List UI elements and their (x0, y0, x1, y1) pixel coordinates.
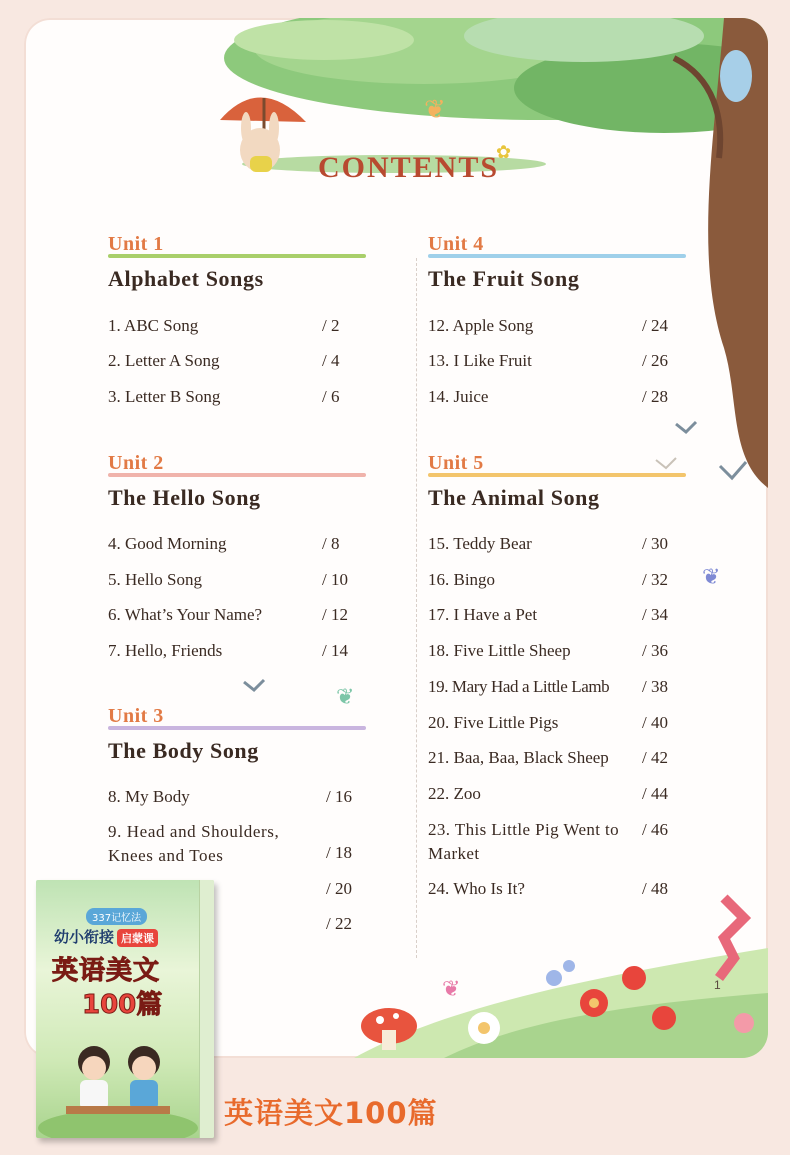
entry-title: 15. Teddy Bear (428, 534, 532, 553)
cover-series-text: 幼小衔接 (54, 928, 115, 946)
entry-page: / 32 (642, 570, 668, 589)
cover-children-illustration (36, 1018, 200, 1138)
entry-page: / 20 (326, 879, 352, 898)
entry-title: 20. Five Little Pigs (428, 713, 559, 732)
entry-page: / 12 (322, 605, 348, 624)
bird-on-tree-icon (720, 50, 752, 102)
entry-title: 16. Bingo (428, 570, 496, 589)
entry-page: / 46 (642, 820, 668, 839)
entry-page: / 18 (326, 843, 352, 862)
cover-series (54, 926, 158, 947)
butterfly-icon: ❦ (424, 95, 446, 124)
entry-page: / 22 (326, 914, 352, 933)
unit-5-header (428, 451, 688, 513)
unit-label: Unit 3 (108, 705, 164, 727)
unit-title: Alphabet Songs (108, 266, 264, 291)
entry-title: 22. Zoo (428, 784, 481, 803)
unit-title: The Hello Song (108, 485, 261, 510)
cover-title: 英语美文 (52, 956, 161, 986)
entry-title: 9. Head and Shoulders, Knees and Toes (108, 822, 280, 865)
entry-page: / 26 (642, 351, 668, 370)
entry-page: / 6 (322, 387, 340, 406)
entry-title: 5. Hello Song (108, 570, 202, 589)
entry-title: 4. Good Morning (108, 534, 227, 553)
entry-title: 21. Baa, Baa, Black Sheep (428, 748, 609, 767)
entry-page: / 36 (642, 641, 668, 660)
entry-title: 7. Hello, Friends (108, 641, 223, 660)
entry-title: 12. Apple Song (428, 316, 534, 335)
entry-page: / 24 (642, 316, 668, 335)
column-divider (416, 258, 417, 958)
entry-title: 23. This Little Pig Went to Market (428, 820, 620, 863)
unit-label: Unit 2 (108, 452, 164, 474)
unit-2-header (108, 451, 368, 513)
entry-page: / 28 (642, 387, 668, 406)
butterfly-icon: ❦ (442, 976, 461, 1001)
entry-title: 24. Who Is It? (428, 879, 525, 898)
entry-title: 14. Juice (428, 387, 489, 406)
entry-page: / 44 (642, 784, 668, 803)
entry-title: 13. I Like Fruit (428, 351, 532, 370)
bird-icon (676, 422, 696, 432)
entry-title: 6. What’s Your Name? (108, 605, 263, 624)
unit-title: The Fruit Song (428, 266, 580, 291)
unit-label: Unit 1 (108, 233, 164, 255)
entry-title: 17. I Have a Pet (428, 605, 538, 624)
entry-page: / 40 (642, 713, 668, 732)
entry-title: 19. Mary Had a Little Lamb (428, 677, 610, 696)
unit-title: The Animal Song (428, 485, 600, 510)
unit-1-header (108, 232, 368, 294)
entry-title: 1. ABC Song (108, 316, 199, 335)
bird-icon (720, 462, 746, 478)
entry-page: / 42 (642, 748, 668, 767)
cover-memory-label: 337记忆法 (86, 908, 147, 925)
entry-title: 8. My Body (108, 787, 190, 806)
product-caption: 英语美文100篇 (224, 1096, 438, 1130)
flower-sparkle-icon: ✿ (496, 142, 512, 162)
entry-page: / 10 (322, 570, 348, 589)
page-number: 1 (714, 978, 721, 992)
entry-title: 18. Five Little Sheep (428, 641, 571, 660)
tree-canopy (224, 18, 768, 133)
entry-title: 2. Letter A Song (108, 351, 220, 370)
entry-page: / 2 (322, 316, 340, 335)
entry-page: / 34 (642, 605, 668, 624)
butterfly-icon: ❦ (702, 564, 721, 589)
entry-page: / 38 (642, 677, 668, 696)
entry-title: 3. Letter B Song (108, 387, 221, 406)
unit-3-header (108, 704, 368, 766)
entry-page: / 8 (322, 534, 340, 553)
bird-icon (244, 680, 264, 690)
butterfly-icon: ❦ (336, 684, 355, 709)
unit-4-header (428, 232, 688, 294)
cover-subtitle: 100篇 (82, 990, 163, 1020)
cover-badge: 启蒙课 (117, 929, 158, 947)
entry-page: / 30 (642, 534, 668, 553)
book-spine (199, 880, 214, 1138)
unit-title: The Body Song (108, 738, 259, 763)
page-title: CONTENTS (318, 151, 500, 184)
book-cover-thumbnail (36, 880, 214, 1138)
entry-page: / 16 (326, 787, 352, 806)
entry-page: / 4 (322, 351, 340, 370)
entry-page: / 48 (642, 879, 668, 898)
unit-label: Unit 4 (428, 233, 484, 255)
unit-label: Unit 5 (428, 452, 484, 474)
entry-page: / 14 (322, 641, 348, 660)
